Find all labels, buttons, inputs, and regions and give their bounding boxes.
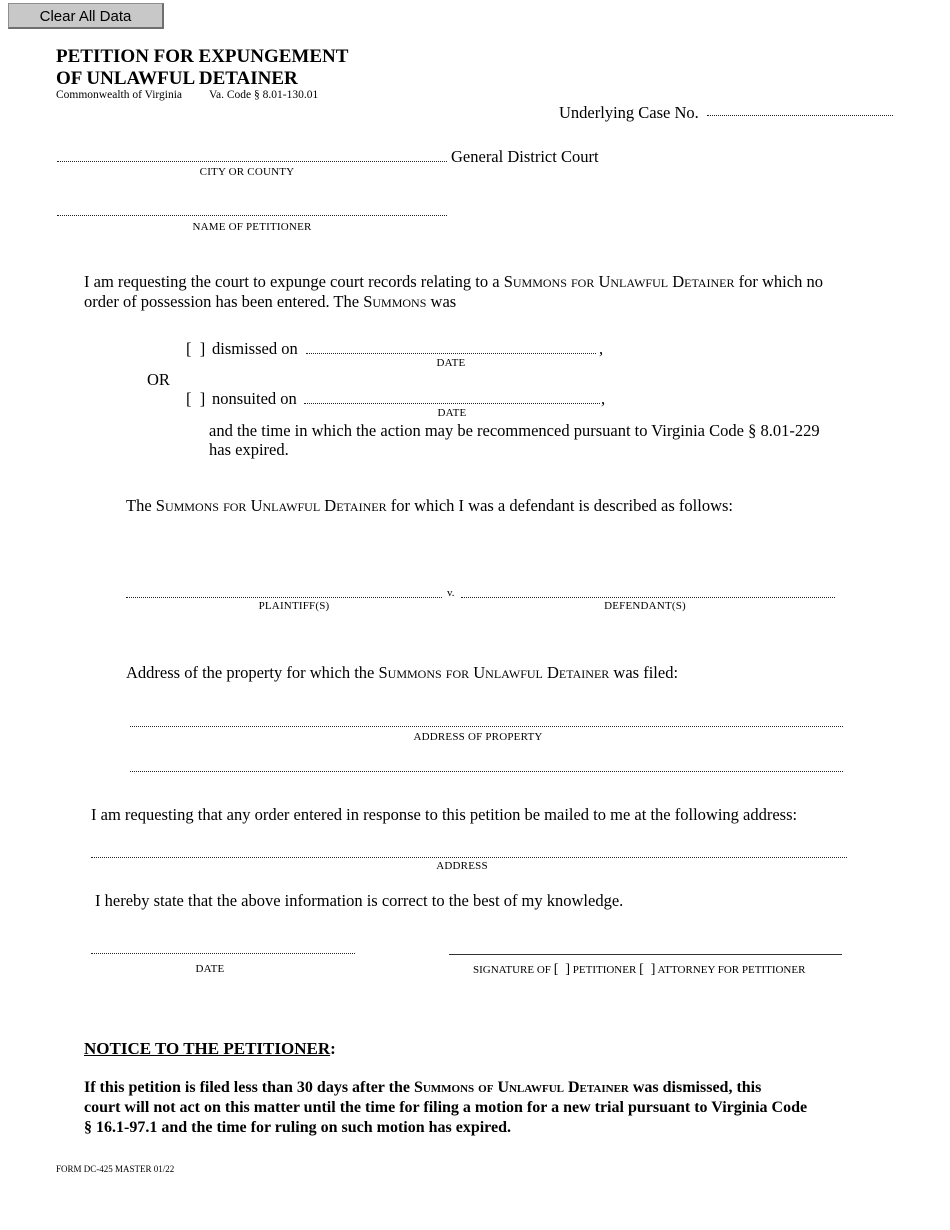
clear-all-data-button[interactable]: Clear All Data [8, 3, 164, 29]
nonsuited-label: nonsuited on [212, 389, 297, 408]
property-address-field-1[interactable] [130, 726, 843, 727]
plaintiff-label: PLAINTIFF(S) [258, 600, 330, 612]
defendant-field[interactable] [461, 597, 835, 598]
form-title-line2: OF UNLAWFUL DETAINER [56, 68, 298, 89]
notice-heading: NOTICE TO THE PETITIONER: [84, 1039, 336, 1058]
case-number-field[interactable] [707, 115, 893, 116]
dismissed-comma: , [599, 339, 604, 358]
petitioner-checkbox[interactable]: [ ] [553, 962, 571, 977]
property-address-field-2[interactable] [130, 771, 843, 772]
signature-line[interactable] [449, 954, 842, 955]
property-text: Address of the property for which the Summons for Unlawful Detainer was filed: [126, 663, 679, 682]
plaintiff-field[interactable] [126, 597, 442, 598]
dismissed-date-field[interactable] [306, 353, 596, 354]
jurisdiction: Commonwealth of Virginia [56, 89, 183, 101]
mailing-request-text: I am requesting that any order entered in response to this petition be mailed to me at the following address: [91, 805, 798, 824]
notice-paragraph [84, 1078, 904, 1138]
defendant-label: DEFENDANT(S) [604, 600, 686, 612]
dismissed-checkbox[interactable]: [ ] [186, 339, 206, 358]
recommence-text-line1: and the time in which the action may be recommenced pursuant to Virginia Code § 8.01-229 [209, 421, 820, 440]
court-name-suffix: General District Court [451, 147, 599, 166]
dismissed-date-label: DATE [436, 357, 466, 369]
property-address-label: ADDRESS OF PROPERTY [413, 731, 543, 743]
notice-line2: court will not act on this matter until the time for filing a motion for a new trial pursuant to Virginia Code [84, 1099, 808, 1116]
petitioner-name-field[interactable] [57, 215, 447, 216]
case-number-label: Underlying Case No. [559, 103, 699, 122]
nonsuited-checkbox[interactable]: [ ] [186, 389, 206, 408]
signature-date-label: DATE [195, 963, 225, 975]
notice-line1: If this petition is filed less than 30 days after the Summons of Unlawful Detainer was dismissed, this [84, 1079, 762, 1096]
or-label: OR [147, 370, 170, 389]
nonsuited-date-label: DATE [437, 407, 467, 419]
code-reference: Va. Code § 8.01-130.01 [209, 89, 319, 101]
description-text: The Summons for Unlawful Detainer for which I was a defendant is described as follows: [126, 496, 733, 515]
notice-line3: § 16.1-97.1 and the time for ruling on such motion has expired. [84, 1119, 511, 1136]
signature-label: SIGNATURE OF [ ] PETITIONER [ ] ATTORNEY FOR PETITIONER [473, 962, 806, 977]
nonsuited-date-field[interactable] [304, 403, 600, 404]
recommence-text-line2: has expired. [209, 440, 289, 459]
mailing-address-label: ADDRESS [436, 860, 488, 872]
petitioner-name-label: NAME OF PETITIONER [192, 221, 312, 233]
request-paragraph-line2: order of possession has been entered. The Summons was [84, 292, 457, 311]
mailing-address-field[interactable] [91, 857, 847, 858]
city-or-county-field[interactable] [57, 161, 447, 162]
versus-label: v. [447, 587, 455, 599]
dismissed-label: dismissed on [212, 339, 298, 358]
form-title-line1: PETITION FOR EXPUNGEMENT [56, 46, 349, 67]
signature-date-field[interactable] [91, 953, 355, 954]
city-or-county-label: CITY OR COUNTY [199, 166, 295, 178]
request-paragraph-line1: I am requesting the court to expunge court records relating to a Summons for Unlawful Detainer for which no [84, 272, 823, 291]
attorney-checkbox[interactable]: [ ] [639, 962, 656, 977]
attestation-text: I hereby state that the above information is correct to the best of my knowledge. [95, 891, 624, 910]
nonsuited-comma: , [601, 389, 606, 408]
form-id: FORM DC-425 MASTER 01/22 [56, 1164, 175, 1174]
